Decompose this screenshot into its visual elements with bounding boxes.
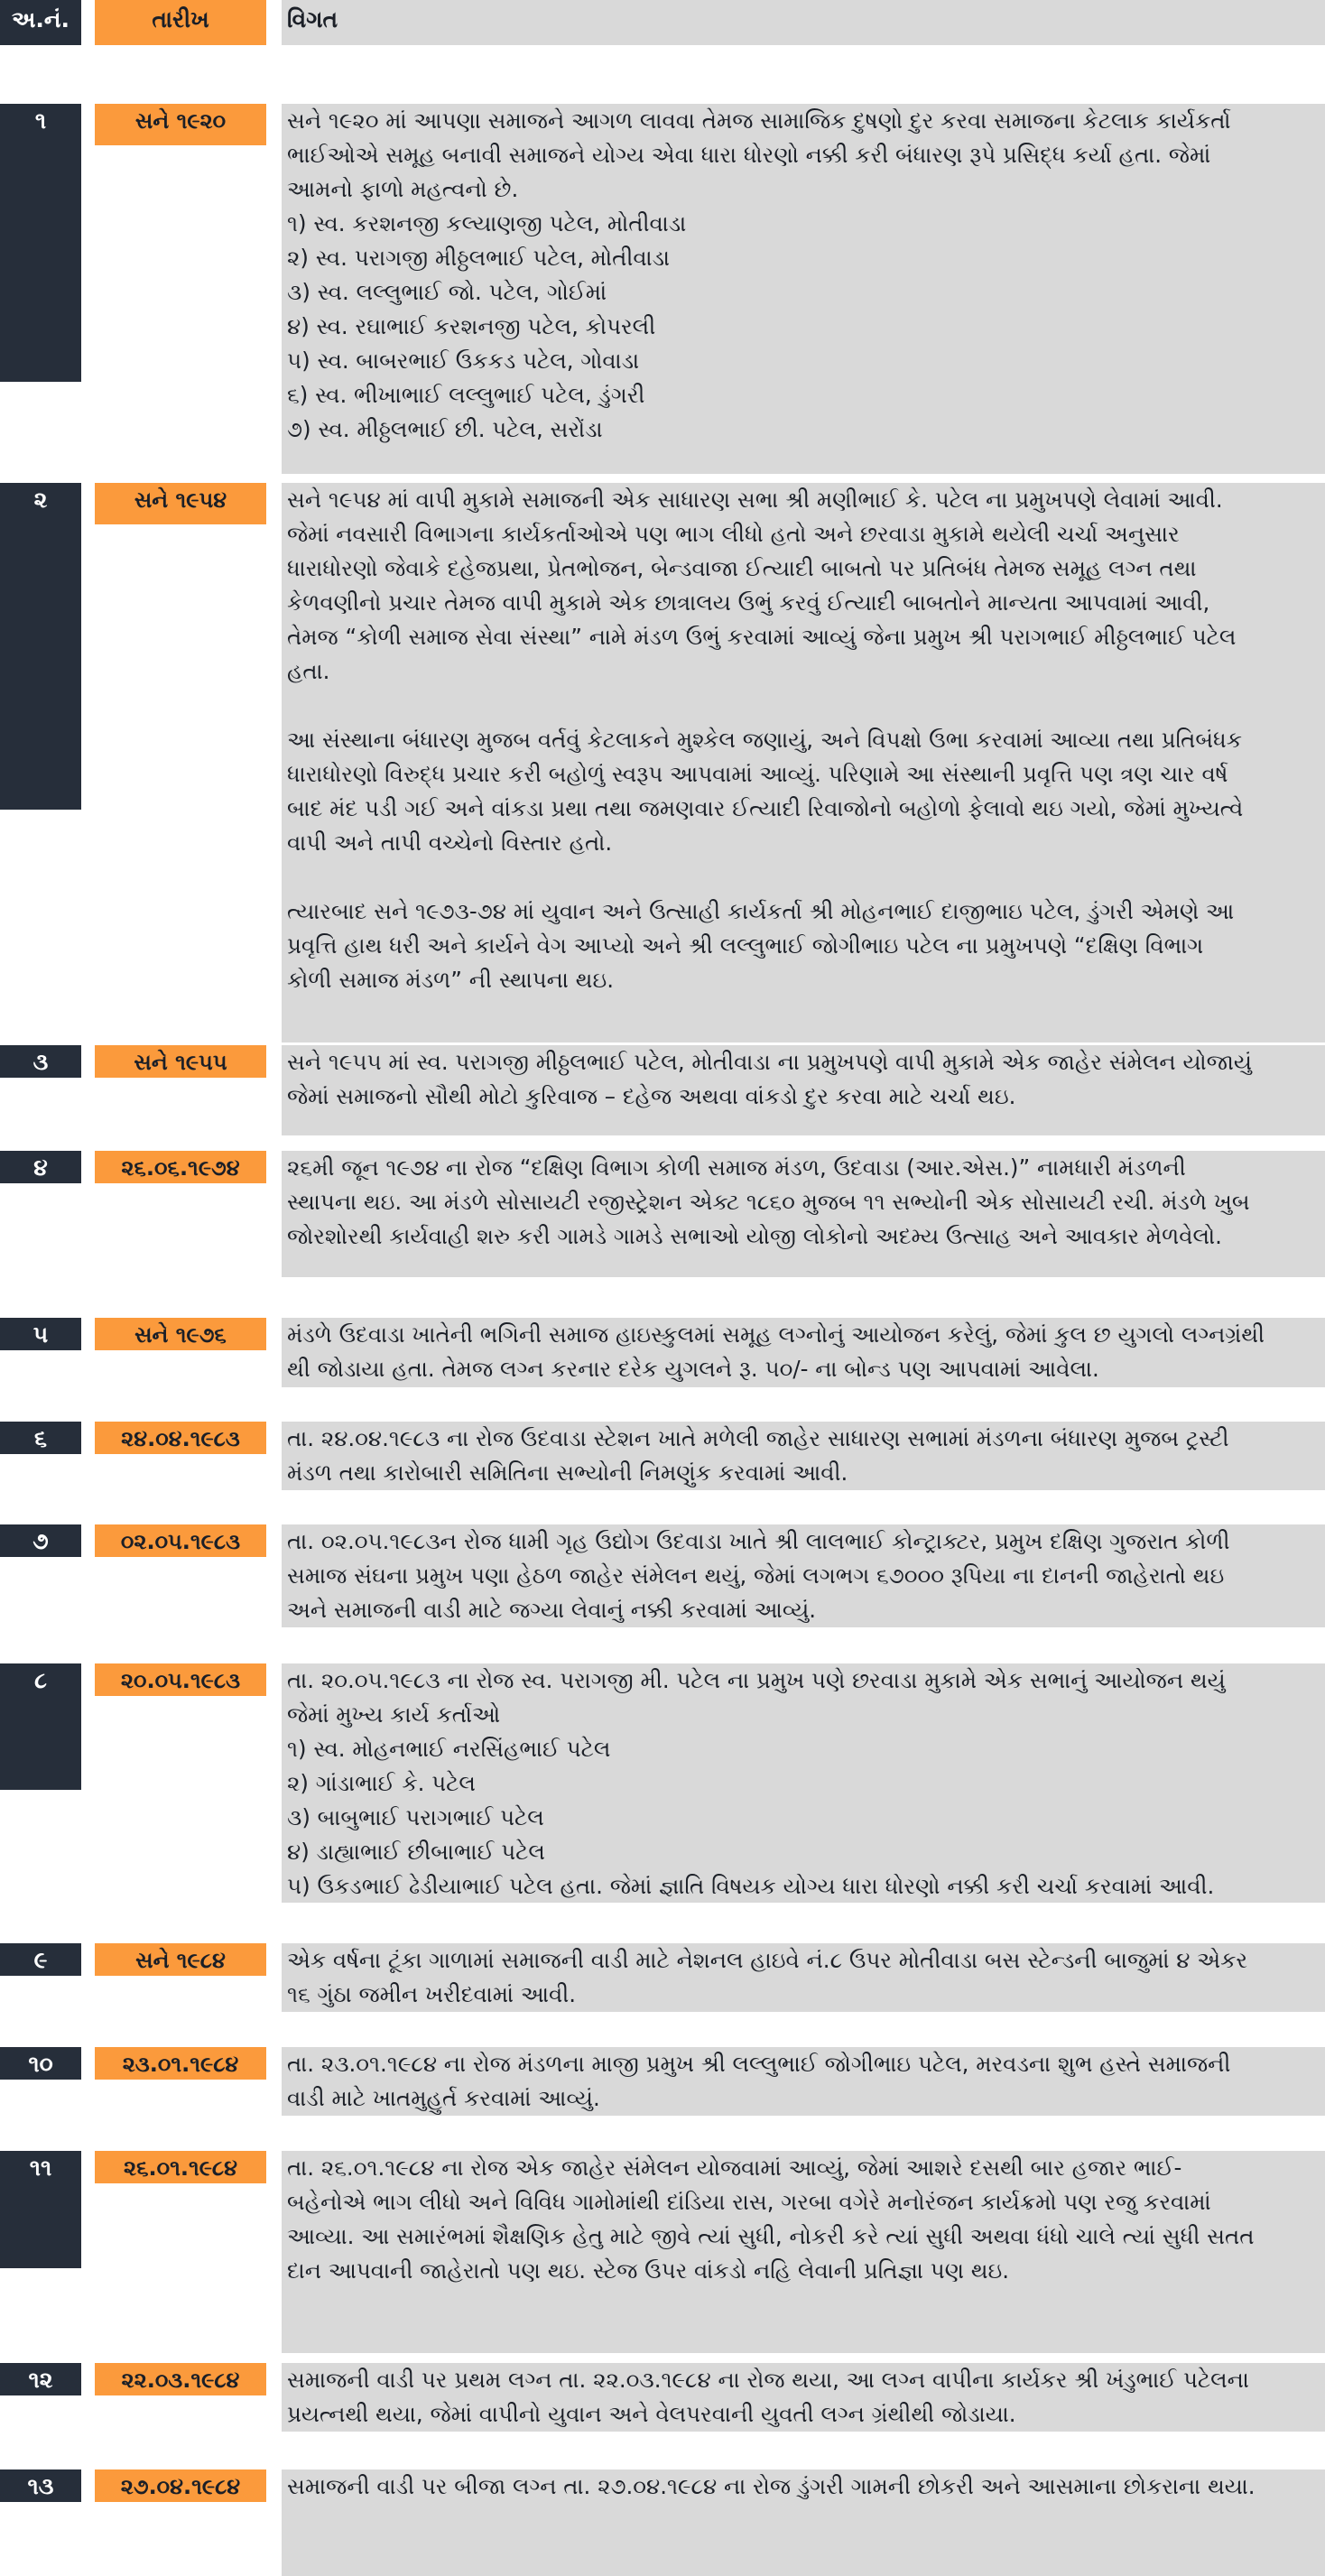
serial-number-cell: ૧૩ bbox=[0, 2469, 81, 2502]
detail-line: સમાજની વાડી પર પ્રથમ લગ્ન તા. ૨૨.૦૩.૧૯૮૪ ના રોજ થયા, આ લગ્ન વાપીના કાર્યકર શ્રી ખંડુભાઈ પટેલના bbox=[287, 2367, 1249, 2393]
date-cell: ૨૬.૦૬.૧૯૭૪ bbox=[95, 1151, 266, 1183]
detail-line: તા. ૦૨.૦૫.૧૯૮૩ન રોજ ધામી ગૃહ ઉદ્યોગ ઉદવાડા ખાતે શ્રી લાલભાઈ કોન્ટ્રાક્ટર, પ્રમુખ દક્ષિણ ગુજરાત કોળી bbox=[287, 1528, 1230, 1554]
detail-line: એક વર્ષના ટૂંકા ગાળામાં સમાજની વાડી માટે નેશનલ હાઇવે નં.૮ ઉપર મોતીવાડા બસ સ્ટેન્ડની બાજુમાં ૪ એકર bbox=[287, 1947, 1248, 1973]
detail-line: સ્થાપના થઇ. આ મંડળે સોસાયટી રજીસ્ટ્રેશન એક્ટ ૧૮૬૦ મુજબ ૧૧ સભ્યોની એક સોસાયટી રચી. મંડળે ખુબ bbox=[287, 1189, 1250, 1215]
date-cell: ૨૩.૦૧.૧૯૮૪ bbox=[95, 2047, 266, 2080]
detail-line: જેમાં સમાજનો સૌથી મોટો કુરિવાજ – દહેજ અથવા વાંકડો દુર કરવા માટે ચર્ચા થઇ. bbox=[287, 1083, 1016, 1109]
detail-line: સમાજની વાડી પર બીજા લગ્ન તા. ૨૭.૦૪.૧૯૮૪ ના રોજ ડુંગરી ગામની છોકરી અને આસમાના છોકરાના થયા. bbox=[287, 2473, 1256, 2499]
date-cell: સને ૧૯૭૬ bbox=[95, 1318, 266, 1350]
detail-line: તા. ૨૩.૦૧.૧૯૮૪ ના રોજ મંડળના માજી પ્રમુખ શ્રી લલ્લુભાઈ જોગીભાઇ પટેલ, મરવડના શુભ હસ્તે સમાજની bbox=[287, 2051, 1231, 2077]
serial-number-cell: ૪ bbox=[0, 1151, 81, 1183]
serial-number-cell: ૧૦ bbox=[0, 2047, 81, 2080]
detail-cell bbox=[282, 1151, 1325, 1277]
serial-number-cell: ૩ bbox=[0, 1045, 81, 1078]
detail-line: ૫) ઉકડભાઈ ઢેડીયાભાઈ પટેલ હતા. જેમાં જ્ઞાતિ વિષયક યોગ્ય ધારા ધોરણો નક્કી કરી ચર્ચા કરવામાં આવી. bbox=[287, 1873, 1215, 1899]
paragraph-gap bbox=[287, 689, 1312, 723]
detail-line: કેળવણીનો પ્રચાર તેમજ વાપી મુકામે એક છાત્રાલય ઉભું કરવું ઈત્યાદી બાબતોને માન્યતા આપવામાં આવી, bbox=[287, 589, 1210, 616]
serial-number-cell: ૧૧ bbox=[0, 2151, 81, 2268]
detail-cell bbox=[282, 1663, 1325, 1903]
detail-line: ૧૬ ગુંઠા જમીન ખરીદવામાં આવી. bbox=[287, 1981, 577, 2007]
serial-number-cell: ૭ bbox=[0, 1524, 81, 1557]
detail-line: ૬) સ્વ. ભીખાભાઈ લલ્લુભાઈ પટેલ, ડુંગરી bbox=[287, 382, 645, 408]
date-cell: ૨૨.૦૩.૧૯૮૪ bbox=[95, 2363, 266, 2395]
detail-line: ૨) ગાંડાભાઈ કે. પટેલ bbox=[287, 1770, 476, 1796]
date-cell: ૦૨.૦૫.૧૯૮૩ bbox=[95, 1524, 266, 1557]
detail-line: બહેનોએ ભાગ લીધો અને વિવિધ ગામોમાંથી દાંડિયા રાસ, ગરબા વગેરે મનોરંજન કાર્યક્રમો પણ રજુ કરવામાં bbox=[287, 2189, 1211, 2215]
detail-line: ૪) ડાહ્યાભાઈ છીબાભાઈ પટેલ bbox=[287, 1839, 545, 1865]
detail-line: આવ્યા. આ સમારંભમાં શૈક્ષણિક હેતુ માટે જીવે ત્યાં સુધી, નોકરી કરે ત્યાં સુધી અથવા ધંધો ચાલે ત્યાં સુધી સતત bbox=[287, 2223, 1255, 2249]
detail-line: દાન આપવાની જાહેરાતો પણ થઇ. સ્ટેજ ઉપર વાંકડો નહિ લેવાની પ્રતિજ્ઞા પણ થઇ. bbox=[287, 2257, 1010, 2284]
table-row bbox=[0, 1045, 1325, 1135]
table-row bbox=[0, 1663, 1325, 1903]
header-details: વિગત bbox=[282, 0, 1325, 45]
detail-line: ૨૬મી જૂન ૧૯૭૪ ના રોજ “દક્ષિણ વિભાગ કોળી સમાજ મંડળ, ઉદવાડા (આર.એસ.)” નામધારી મંડળની bbox=[287, 1154, 1186, 1181]
detail-line: આ સંસ્થાના બંધારણ મુજબ વર્તવું કેટલાકને મુશ્કેલ જણાયું, અને વિપક્ષો ઉભા કરવામાં આવ્યા તથા પ્રતિબંધક bbox=[287, 727, 1243, 753]
header-date: તારીખ bbox=[95, 0, 266, 45]
table-row bbox=[0, 1318, 1325, 1387]
serial-number-cell: ૫ bbox=[0, 1318, 81, 1350]
table-row bbox=[0, 2469, 1325, 2576]
serial-number-cell: ૯ bbox=[0, 1943, 81, 1976]
detail-line: આમનો ફાળો મહત્વનો છે. bbox=[287, 176, 519, 202]
table-row bbox=[0, 2151, 1325, 2353]
date-cell: ૨૪.૦૪.૧૯૮૩ bbox=[95, 1422, 266, 1454]
table-row bbox=[0, 1422, 1325, 1490]
detail-line: પ્રવૃત્તિ હાથ ધરી અને કાર્યને વેગ આપ્યો અને શ્રી લલ્લુભાઈ જોગીભાઇ પટેલ ના પ્રમુખપણે “દક્ષિણ વિભાગ bbox=[287, 932, 1204, 959]
table-row bbox=[0, 1151, 1325, 1277]
detail-cell bbox=[282, 2469, 1325, 2576]
detail-line: થી જોડાયા હતા. તેમજ લગ્ન કરનાર દરેક યુગલને રૂ. ૫૦/- ના બોન્ડ પણ આપવામાં આવેલા. bbox=[287, 1356, 1099, 1382]
detail-line: તેમજ “કોળી સમાજ સેવા સંસ્થા” નામે મંડળ ઉભું કરવામાં આવ્યું જેના પ્રમુખ શ્રી પરાગભાઈ મીઠ્ઠલભાઈ પટેલ bbox=[287, 624, 1237, 650]
detail-line: ૭) સ્વ. મીઠ્ઠલભાઈ છી. પટેલ, સરોંડા bbox=[287, 416, 603, 442]
detail-line: વાડી માટે ખાતમુહુર્ત કરવામાં આવ્યું. bbox=[287, 2085, 600, 2111]
serial-number-cell: ૬ bbox=[0, 1422, 81, 1454]
detail-line: વાપી અને તાપી વચ્ચેનો વિસ્તાર હતો. bbox=[287, 829, 613, 856]
serial-number-cell: ૧ bbox=[0, 104, 81, 382]
date-cell: સને ૧૯૮૪ bbox=[95, 1943, 266, 1976]
detail-line: અને સમાજની વાડી માટે જગ્યા લેવાનું નક્કી કરવામાં આવ્યું. bbox=[287, 1597, 817, 1623]
date-cell: સને ૧૯૫૪ bbox=[95, 483, 266, 524]
detail-line: હતા. bbox=[287, 658, 330, 684]
detail-cell bbox=[282, 1045, 1325, 1135]
detail-line: કોળી સમાજ મંડળ” ની સ્થાપના થઇ. bbox=[287, 967, 615, 993]
detail-line: ૩) સ્વ. લલ્લુભાઈ જો. પટેલ, ગોઈમાં bbox=[287, 279, 607, 305]
date-cell: ૨૭.૦૪.૧૯૮૪ bbox=[95, 2469, 266, 2502]
detail-line: ૧) સ્વ. મોહનભાઈ નરસિંહભાઈ પટેલ bbox=[287, 1736, 611, 1762]
detail-line: મંડળ તથા કારોબારી સમિતિના સભ્યોની નિમણુંક કરવામાં આવી. bbox=[287, 1459, 848, 1486]
table-row bbox=[0, 2363, 1325, 2432]
detail-line: સમાજ સંઘના પ્રમુખ પણા હેઠળ જાહેર સંમેલન થયું, જેમાં લગભગ ૬૭૦૦૦ રૂપિયા ના દાનની જાહેરાતો થઇ bbox=[287, 1562, 1225, 1589]
date-cell: સને ૧૯૨૦ bbox=[95, 104, 266, 145]
date-cell: સને ૧૯૫૫ bbox=[95, 1045, 266, 1078]
detail-line: તા. ૨૪.૦૪.૧૯૮૩ ના રોજ ઉદવાડા સ્ટેશન ખાતે મળેલી જાહેર સાધારણ સભામાં મંડળના બંધારણ મુજબ ટ્રસ્ટી bbox=[287, 1425, 1229, 1451]
serial-number-cell: ૮ bbox=[0, 1663, 81, 1790]
detail-cell bbox=[282, 2047, 1325, 2116]
table-row bbox=[0, 1524, 1325, 1627]
detail-cell bbox=[282, 1524, 1325, 1627]
detail-cell bbox=[282, 1318, 1325, 1387]
detail-line: ત્યારબાદ સને ૧૯૭૩-૭૪ માં યુવાન અને ઉત્સાહી કાર્યકર્તા શ્રી મોહનભાઈ દાજીભાઇ પટેલ, ડુંગરી એમણે આ bbox=[287, 898, 1235, 924]
table-row bbox=[0, 2047, 1325, 2116]
header-serial-number: અ.નં. bbox=[0, 0, 81, 45]
detail-line: ધારાધોરણો વિરુદ્ધ પ્રચાર કરી બહોળું સ્વરૂપ આપવામાં આવ્યું. પરિણામે આ સંસ્થાની પ્રવૃત્તિ પણ ત્રણ ચાર વર્ષ bbox=[287, 761, 1228, 787]
paragraph-gap bbox=[287, 860, 1312, 894]
detail-line: ૧) સ્વ. કરશનજી કલ્યાણજી પટેલ, મોતીવાડા bbox=[287, 210, 687, 236]
date-cell: ૨૦.૦૫.૧૯૮૩ bbox=[95, 1663, 266, 1696]
detail-cell bbox=[282, 483, 1325, 1042]
table-row bbox=[0, 104, 1325, 474]
detail-line: મંડળે ઉદવાડા ખાતેની ભગિની સમાજ હાઇસ્કુલમાં સમૂહ લગ્નોનું આયોજન કરેલું, જેમાં કુલ છ યુગલો લગ્નગ્રંથી bbox=[287, 1321, 1265, 1348]
detail-line: ૫) સ્વ. બાબરભાઈ ઉકકડ પટેલ, ગોવાડા bbox=[287, 347, 640, 374]
detail-cell bbox=[282, 1943, 1325, 2012]
detail-cell bbox=[282, 2363, 1325, 2432]
detail-line: જોરશોરથી કાર્યવાહી શરુ કરી ગામડે ગામડે સભાઓ યોજી લોકોનો અદમ્ય ઉત્સાહ અને આવકાર મેળવેલો. bbox=[287, 1223, 1222, 1249]
serial-number-cell: ૧૨ bbox=[0, 2363, 81, 2395]
detail-line: ૩) બાબુભાઈ પરાગભાઈ પટેલ bbox=[287, 1804, 544, 1830]
detail-cell bbox=[282, 2151, 1325, 2353]
detail-line: તા. ૨૬.૦૧.૧૯૮૪ ના રોજ એક જાહેર સંમેલન યોજવામાં આવ્યું, જેમાં આશરે દસથી બાર હજાર ભાઈ- bbox=[287, 2154, 1182, 2181]
detail-line: ૪) સ્વ. રઘાભાઈ કરશનજી પટેલ, કોપરલી bbox=[287, 313, 656, 339]
detail-line: સને ૧૯૫૫ માં સ્વ. પરાગજી મીઠ્ઠલભાઈ પટેલ, મોતીવાડા ના પ્રમુખપણે વાપી મુકામે એક જાહેર સંમેલન યોજાયું bbox=[287, 1049, 1252, 1075]
detail-line: બાદ મંદ પડી ગઈ અને વાંકડા પ્રથા તથા જમણવાર ઈત્યાદી રિવાજોનો બહોળો ફેલાવો થઇ ગયો, જેમાં મુખ્યત્વે bbox=[287, 795, 1244, 821]
detail-line: તા. ૨૦.૦૫.૧૯૮૩ ના રોજ સ્વ. પરાગજી મી. પટેલ ના પ્રમુખ પણે છરવાડા મુકામે એક સભાનું આયોજન થયું bbox=[287, 1667, 1226, 1693]
detail-cell bbox=[282, 1422, 1325, 1490]
serial-number-cell: ૨ bbox=[0, 483, 81, 810]
detail-line: સને ૧૯૫૪ માં વાપી મુકામે સમાજની એક સાધારણ સભા શ્રી મણીભાઈ કે. પટેલ ના પ્રમુખપણે લેવામાં આવી. bbox=[287, 486, 1223, 513]
table-row bbox=[0, 483, 1325, 1042]
date-cell: ૨૬.૦૧.૧૯૮૪ bbox=[95, 2151, 266, 2183]
detail-line: ધારાધોરણો જેવાકે દહેજપ્રથા, પ્રેતભોજન, બેન્ડવાજા ઈત્યાદી બાબતો પર પ્રતિબંધ તેમજ સમૂહ લગ્ન તથા bbox=[287, 555, 1197, 581]
detail-line: જેમાં મુખ્ય કાર્ય કર્તાઓ bbox=[287, 1701, 501, 1728]
detail-line: ૨) સ્વ. પરાગજી મીઠ્ઠલભાઈ પટેલ, મોતીવાડા bbox=[287, 245, 671, 271]
table-header bbox=[0, 0, 1325, 45]
detail-line: સને ૧૯૨૦ માં આપણા સમાજને આગળ લાવવા તેમજ સામાજિક દુષણો દુર કરવા સમાજના કેટલાક કાર્યકર્તા bbox=[287, 107, 1231, 134]
detail-cell bbox=[282, 104, 1325, 474]
detail-line: પ્રયત્નથી થયા, જેમાં વાપીનો યુવાન અને વેલપરવાની યુવતી લગ્ન ગ્રંથીથી જોડાયા. bbox=[287, 2401, 1016, 2427]
detail-line: ભાઈઓએ સમૂહ બનાવી સમાજને યોગ્ય એવા ધારા ધોરણો નક્કી કરી બંધારણ રૂપે પ્રસિદ્ધ કર્યા હતા. જેમાં bbox=[287, 142, 1211, 168]
table-row bbox=[0, 1943, 1325, 2012]
detail-line: જેમાં નવસારી વિભાગના કાર્યકર્તાઓએ પણ ભાગ લીધો હતો અને છરવાડા મુકામે થયેલી ચર્ચા અનુસાર bbox=[287, 521, 1180, 547]
